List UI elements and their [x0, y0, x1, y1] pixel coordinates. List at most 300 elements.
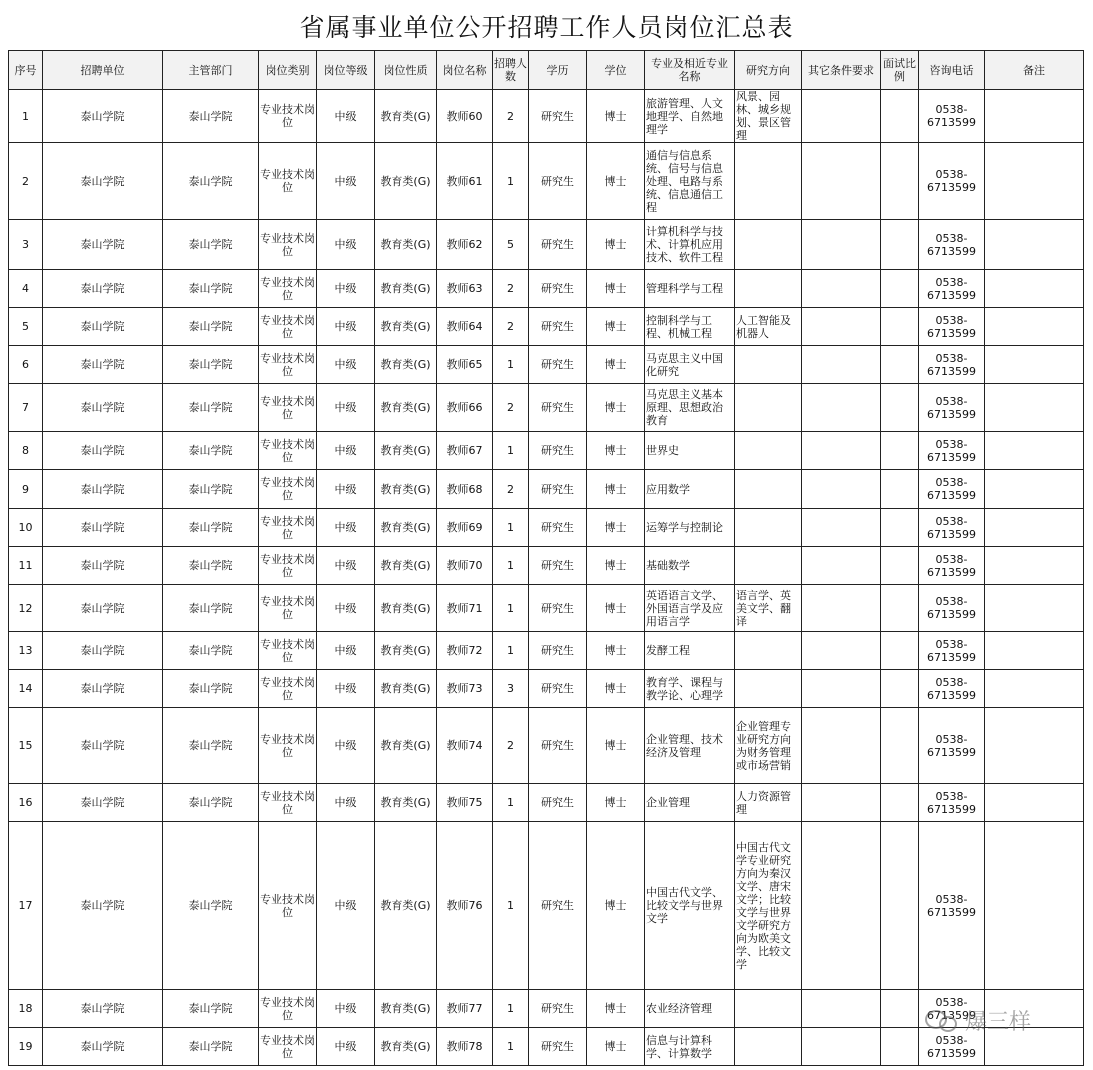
cell-phone: 0538-6713599: [919, 346, 985, 384]
cell-ratio: [881, 670, 919, 708]
table-row: [9, 346, 1084, 384]
cell-level: 中级: [317, 585, 375, 632]
cell-no: 13: [9, 632, 43, 670]
cell-edu: 研究生: [529, 708, 587, 784]
cell-note: [985, 822, 1084, 990]
cell-count: 1: [493, 509, 529, 547]
cell-major: 发酵工程: [645, 632, 735, 670]
cell-cat: 专业技术岗位: [259, 346, 317, 384]
cell-name: 教师72: [437, 632, 493, 670]
cell-unit: 泰山学院: [43, 708, 163, 784]
cell-ratio: [881, 143, 919, 220]
cell-ratio: [881, 547, 919, 585]
column-header: 学位: [587, 51, 645, 90]
column-header: 序号: [9, 51, 43, 90]
cell-nature: 教育类(G): [375, 547, 437, 585]
cell-other: [802, 670, 881, 708]
cell-name: 教师66: [437, 384, 493, 432]
cell-count: 1: [493, 632, 529, 670]
cell-no: 10: [9, 509, 43, 547]
cell-degree: 博士: [587, 220, 645, 270]
table-row: [9, 547, 1084, 585]
cell-edu: 研究生: [529, 220, 587, 270]
cell-other: [802, 90, 881, 143]
table-row: [9, 784, 1084, 822]
cell-other: [802, 270, 881, 308]
cell-phone: 0538-6713599: [919, 308, 985, 346]
cell-note: [985, 547, 1084, 585]
cell-name: 教师70: [437, 547, 493, 585]
cell-dir: [735, 1028, 802, 1066]
cell-no: 9: [9, 470, 43, 509]
cell-other: [802, 220, 881, 270]
cell-nature: 教育类(G): [375, 632, 437, 670]
cell-note: [985, 384, 1084, 432]
cell-phone: 0538-6713599: [919, 547, 985, 585]
cell-edu: 研究生: [529, 270, 587, 308]
cell-count: 2: [493, 708, 529, 784]
column-header: 咨询电话: [919, 51, 985, 90]
cell-cat: 专业技术岗位: [259, 432, 317, 470]
cell-nature: 教育类(G): [375, 822, 437, 990]
cell-count: 1: [493, 784, 529, 822]
cell-cat: 专业技术岗位: [259, 220, 317, 270]
cell-ratio: [881, 384, 919, 432]
cell-name: 教师77: [437, 990, 493, 1028]
cell-degree: 博士: [587, 346, 645, 384]
cell-ratio: [881, 90, 919, 143]
cell-level: 中级: [317, 547, 375, 585]
cell-dir: [735, 670, 802, 708]
cell-ratio: [881, 308, 919, 346]
column-header: 备注: [985, 51, 1084, 90]
cell-note: [985, 308, 1084, 346]
cell-unit: 泰山学院: [43, 220, 163, 270]
cell-dir: [735, 432, 802, 470]
cell-degree: 博士: [587, 90, 645, 143]
cell-level: 中级: [317, 384, 375, 432]
cell-no: 19: [9, 1028, 43, 1066]
cell-unit: 泰山学院: [43, 547, 163, 585]
cell-other: [802, 990, 881, 1028]
cell-nature: 教育类(G): [375, 143, 437, 220]
cell-no: 7: [9, 384, 43, 432]
cell-other: [802, 470, 881, 509]
table-header-row: [9, 51, 1084, 90]
cell-major: 基础数学: [645, 547, 735, 585]
cell-degree: 博士: [587, 470, 645, 509]
cell-note: [985, 632, 1084, 670]
cell-phone: 0538-6713599: [919, 509, 985, 547]
cell-degree: 博士: [587, 270, 645, 308]
table-row: [9, 270, 1084, 308]
cell-cat: 专业技术岗位: [259, 1028, 317, 1066]
cell-unit: 泰山学院: [43, 346, 163, 384]
cell-count: 2: [493, 90, 529, 143]
cell-degree: 博士: [587, 990, 645, 1028]
cell-cat: 专业技术岗位: [259, 143, 317, 220]
cell-no: 15: [9, 708, 43, 784]
cell-dept: 泰山学院: [163, 990, 259, 1028]
cell-other: [802, 822, 881, 990]
cell-no: 18: [9, 990, 43, 1028]
cell-major: 马克思主义基本原理、思想政治教育: [645, 384, 735, 432]
cell-degree: 博士: [587, 670, 645, 708]
cell-degree: 博士: [587, 822, 645, 990]
cell-nature: 教育类(G): [375, 470, 437, 509]
cell-phone: 0538-6713599: [919, 784, 985, 822]
cell-ratio: [881, 784, 919, 822]
cell-level: 中级: [317, 632, 375, 670]
cell-cat: 专业技术岗位: [259, 822, 317, 990]
cell-nature: 教育类(G): [375, 708, 437, 784]
cell-major: 旅游管理、人文地理学、自然地理学: [645, 90, 735, 143]
cell-edu: 研究生: [529, 308, 587, 346]
cell-level: 中级: [317, 220, 375, 270]
cell-count: 1: [493, 1028, 529, 1066]
cell-other: [802, 632, 881, 670]
cell-major: 运筹学与控制论: [645, 509, 735, 547]
column-header: 面试比例: [881, 51, 919, 90]
table-row: [9, 708, 1084, 784]
cell-dept: 泰山学院: [163, 270, 259, 308]
cell-level: 中级: [317, 990, 375, 1028]
cell-nature: 教育类(G): [375, 432, 437, 470]
cell-dept: 泰山学院: [163, 822, 259, 990]
cell-level: 中级: [317, 670, 375, 708]
cell-dir: [735, 143, 802, 220]
cell-unit: 泰山学院: [43, 470, 163, 509]
cell-name: 教师75: [437, 784, 493, 822]
column-header: 主管部门: [163, 51, 259, 90]
cell-dir: [735, 509, 802, 547]
cell-other: [802, 547, 881, 585]
cell-note: [985, 143, 1084, 220]
table-row: [9, 220, 1084, 270]
cell-count: 3: [493, 670, 529, 708]
cell-dept: 泰山学院: [163, 632, 259, 670]
positions-table: [8, 50, 1084, 1066]
cell-dept: 泰山学院: [163, 1028, 259, 1066]
cell-cat: 专业技术岗位: [259, 509, 317, 547]
table-body: [9, 90, 1084, 1066]
cell-major: 世界史: [645, 432, 735, 470]
cell-phone: 0538-6713599: [919, 270, 985, 308]
cell-cat: 专业技术岗位: [259, 708, 317, 784]
cell-nature: 教育类(G): [375, 90, 437, 143]
table-row: [9, 143, 1084, 220]
cell-unit: 泰山学院: [43, 308, 163, 346]
cell-ratio: [881, 509, 919, 547]
cell-major: 马克思主义中国化研究: [645, 346, 735, 384]
cell-other: [802, 585, 881, 632]
table-row: [9, 990, 1084, 1028]
cell-other: [802, 708, 881, 784]
cell-nature: 教育类(G): [375, 585, 437, 632]
cell-dir: 风景、园林、城乡规划、景区管理: [735, 90, 802, 143]
cell-count: 1: [493, 990, 529, 1028]
cell-major: 企业管理、技术经济及管理: [645, 708, 735, 784]
cell-phone: 0538-6713599: [919, 432, 985, 470]
cell-dept: 泰山学院: [163, 509, 259, 547]
cell-ratio: [881, 990, 919, 1028]
column-header: 岗位名称: [437, 51, 493, 90]
cell-edu: 研究生: [529, 822, 587, 990]
cell-major: 通信与信息系统、信号与信息处理、电路与系统、信息通信工程: [645, 143, 735, 220]
cell-ratio: [881, 220, 919, 270]
cell-edu: 研究生: [529, 585, 587, 632]
cell-note: [985, 784, 1084, 822]
cell-count: 2: [493, 270, 529, 308]
cell-ratio: [881, 432, 919, 470]
cell-level: 中级: [317, 1028, 375, 1066]
cell-degree: 博士: [587, 632, 645, 670]
cell-dir: 中国古代文学专业研究方向为秦汉文学、唐宋文学；比较文学与世界文学研究方向为欧美文学、比较文学: [735, 822, 802, 990]
watermark: [925, 1000, 1065, 1040]
table-row: [9, 470, 1084, 509]
cell-other: [802, 432, 881, 470]
cell-name: 教师64: [437, 308, 493, 346]
column-header: 专业及相近专业名称: [645, 51, 735, 90]
cell-other: [802, 308, 881, 346]
table-row: [9, 384, 1084, 432]
cell-note: [985, 670, 1084, 708]
cell-major: 控制科学与工程、机械工程: [645, 308, 735, 346]
cell-cat: 专业技术岗位: [259, 784, 317, 822]
cell-degree: 博士: [587, 143, 645, 220]
cell-major: 计算机科学与技术、计算机应用技术、软件工程: [645, 220, 735, 270]
cell-other: [802, 384, 881, 432]
cell-nature: 教育类(G): [375, 990, 437, 1028]
cell-name: 教师73: [437, 670, 493, 708]
cell-name: 教师62: [437, 220, 493, 270]
cell-edu: 研究生: [529, 632, 587, 670]
cell-phone: 0538-6713599: [919, 990, 985, 1028]
cell-note: [985, 585, 1084, 632]
cell-count: 1: [493, 547, 529, 585]
cell-name: 教师68: [437, 470, 493, 509]
cell-cat: 专业技术岗位: [259, 632, 317, 670]
cell-major: 英语语言文学、外国语言学及应用语言学: [645, 585, 735, 632]
cell-level: 中级: [317, 270, 375, 308]
cell-degree: 博士: [587, 432, 645, 470]
cell-name: 教师63: [437, 270, 493, 308]
cell-unit: 泰山学院: [43, 784, 163, 822]
cell-dept: 泰山学院: [163, 670, 259, 708]
cell-dept: 泰山学院: [163, 432, 259, 470]
cell-ratio: [881, 632, 919, 670]
cell-count: 5: [493, 220, 529, 270]
cell-cat: 专业技术岗位: [259, 308, 317, 346]
cell-dept: 泰山学院: [163, 784, 259, 822]
cell-edu: 研究生: [529, 432, 587, 470]
cell-degree: 博士: [587, 708, 645, 784]
cell-degree: 博士: [587, 784, 645, 822]
cell-level: 中级: [317, 708, 375, 784]
cell-no: 6: [9, 346, 43, 384]
cell-note: [985, 270, 1084, 308]
cell-nature: 教育类(G): [375, 346, 437, 384]
cell-degree: 博士: [587, 509, 645, 547]
cell-phone: 0538-6713599: [919, 470, 985, 509]
cell-degree: 博士: [587, 547, 645, 585]
cell-unit: 泰山学院: [43, 585, 163, 632]
cell-dept: 泰山学院: [163, 346, 259, 384]
cell-unit: 泰山学院: [43, 90, 163, 143]
cell-no: 14: [9, 670, 43, 708]
cell-cat: 专业技术岗位: [259, 547, 317, 585]
table-row: [9, 509, 1084, 547]
cell-major: 农业经济管理: [645, 990, 735, 1028]
cell-no: 8: [9, 432, 43, 470]
cell-dir: [735, 632, 802, 670]
cell-name: 教师71: [437, 585, 493, 632]
cell-other: [802, 509, 881, 547]
cell-no: 1: [9, 90, 43, 143]
cell-unit: 泰山学院: [43, 384, 163, 432]
wechat-icon: [925, 1008, 959, 1032]
cell-dir: [735, 384, 802, 432]
cell-dept: 泰山学院: [163, 143, 259, 220]
cell-name: 教师69: [437, 509, 493, 547]
cell-note: [985, 470, 1084, 509]
cell-unit: 泰山学院: [43, 632, 163, 670]
cell-phone: 0538-6713599: [919, 384, 985, 432]
cell-dept: 泰山学院: [163, 220, 259, 270]
cell-cat: 专业技术岗位: [259, 990, 317, 1028]
table-row: [9, 632, 1084, 670]
table-row: [9, 670, 1084, 708]
cell-edu: 研究生: [529, 346, 587, 384]
cell-phone: 0538-6713599: [919, 1028, 985, 1066]
cell-ratio: [881, 822, 919, 990]
cell-cat: 专业技术岗位: [259, 270, 317, 308]
cell-phone: 0538-6713599: [919, 632, 985, 670]
cell-degree: 博士: [587, 1028, 645, 1066]
cell-dir: 人工智能及机器人: [735, 308, 802, 346]
cell-name: 教师76: [437, 822, 493, 990]
cell-name: 教师74: [437, 708, 493, 784]
cell-ratio: [881, 470, 919, 509]
cell-major: 应用数学: [645, 470, 735, 509]
cell-edu: 研究生: [529, 143, 587, 220]
cell-unit: 泰山学院: [43, 822, 163, 990]
cell-dept: 泰山学院: [163, 308, 259, 346]
cell-dept: 泰山学院: [163, 384, 259, 432]
column-header: 学历: [529, 51, 587, 90]
cell-name: 教师60: [437, 90, 493, 143]
cell-count: 2: [493, 470, 529, 509]
watermark-text: 爆三样: [965, 1009, 1032, 1035]
cell-edu: 研究生: [529, 384, 587, 432]
cell-no: 3: [9, 220, 43, 270]
cell-unit: 泰山学院: [43, 143, 163, 220]
cell-edu: 研究生: [529, 784, 587, 822]
cell-level: 中级: [317, 90, 375, 143]
cell-major: 信息与计算科学、计算数学: [645, 1028, 735, 1066]
cell-edu: 研究生: [529, 470, 587, 509]
table-row: [9, 308, 1084, 346]
cell-level: 中级: [317, 509, 375, 547]
cell-no: 4: [9, 270, 43, 308]
cell-name: 教师65: [437, 346, 493, 384]
cell-edu: 研究生: [529, 547, 587, 585]
cell-phone: 0538-6713599: [919, 670, 985, 708]
cell-dept: 泰山学院: [163, 708, 259, 784]
cell-ratio: [881, 585, 919, 632]
column-header: 其它条件要求: [802, 51, 881, 90]
cell-level: 中级: [317, 308, 375, 346]
cell-nature: 教育类(G): [375, 784, 437, 822]
cell-phone: 0538-6713599: [919, 585, 985, 632]
cell-count: 1: [493, 585, 529, 632]
cell-cat: 专业技术岗位: [259, 585, 317, 632]
column-header: 岗位类别: [259, 51, 317, 90]
cell-no: 17: [9, 822, 43, 990]
cell-edu: 研究生: [529, 670, 587, 708]
cell-nature: 教育类(G): [375, 308, 437, 346]
cell-dir: [735, 470, 802, 509]
cell-cat: 专业技术岗位: [259, 670, 317, 708]
cell-dir: 语言学、英美文学、翻译: [735, 585, 802, 632]
cell-phone: 0538-6713599: [919, 90, 985, 143]
cell-no: 12: [9, 585, 43, 632]
cell-count: 2: [493, 308, 529, 346]
cell-dir: 企业管理专业研究方向为财务管理或市场营销: [735, 708, 802, 784]
cell-major: 中国古代文学、比较文学与世界文学: [645, 822, 735, 990]
table-row: [9, 822, 1084, 990]
cell-cat: 专业技术岗位: [259, 90, 317, 143]
cell-dir: [735, 547, 802, 585]
cell-other: [802, 784, 881, 822]
cell-count: 1: [493, 346, 529, 384]
cell-no: 5: [9, 308, 43, 346]
cell-phone: 0538-6713599: [919, 708, 985, 784]
cell-note: [985, 220, 1084, 270]
cell-edu: 研究生: [529, 990, 587, 1028]
cell-note: [985, 90, 1084, 143]
cell-dir: [735, 270, 802, 308]
cell-other: [802, 143, 881, 220]
cell-degree: 博士: [587, 308, 645, 346]
cell-major: 管理科学与工程: [645, 270, 735, 308]
cell-other: [802, 1028, 881, 1066]
cell-no: 2: [9, 143, 43, 220]
cell-major: 企业管理: [645, 784, 735, 822]
table-row: [9, 1028, 1084, 1066]
cell-count: 1: [493, 143, 529, 220]
cell-nature: 教育类(G): [375, 384, 437, 432]
cell-level: 中级: [317, 784, 375, 822]
table-row: [9, 432, 1084, 470]
cell-degree: 博士: [587, 585, 645, 632]
cell-no: 16: [9, 784, 43, 822]
cell-count: 1: [493, 432, 529, 470]
cell-level: 中级: [317, 822, 375, 990]
column-header: 招聘单位: [43, 51, 163, 90]
cell-ratio: [881, 346, 919, 384]
cell-degree: 博士: [587, 384, 645, 432]
cell-dir: [735, 990, 802, 1028]
cell-edu: 研究生: [529, 509, 587, 547]
column-header: 研究方向: [735, 51, 802, 90]
cell-dept: 泰山学院: [163, 585, 259, 632]
cell-note: [985, 346, 1084, 384]
cell-count: 1: [493, 822, 529, 990]
cell-name: 教师61: [437, 143, 493, 220]
cell-ratio: [881, 1028, 919, 1066]
cell-name: 教师78: [437, 1028, 493, 1066]
